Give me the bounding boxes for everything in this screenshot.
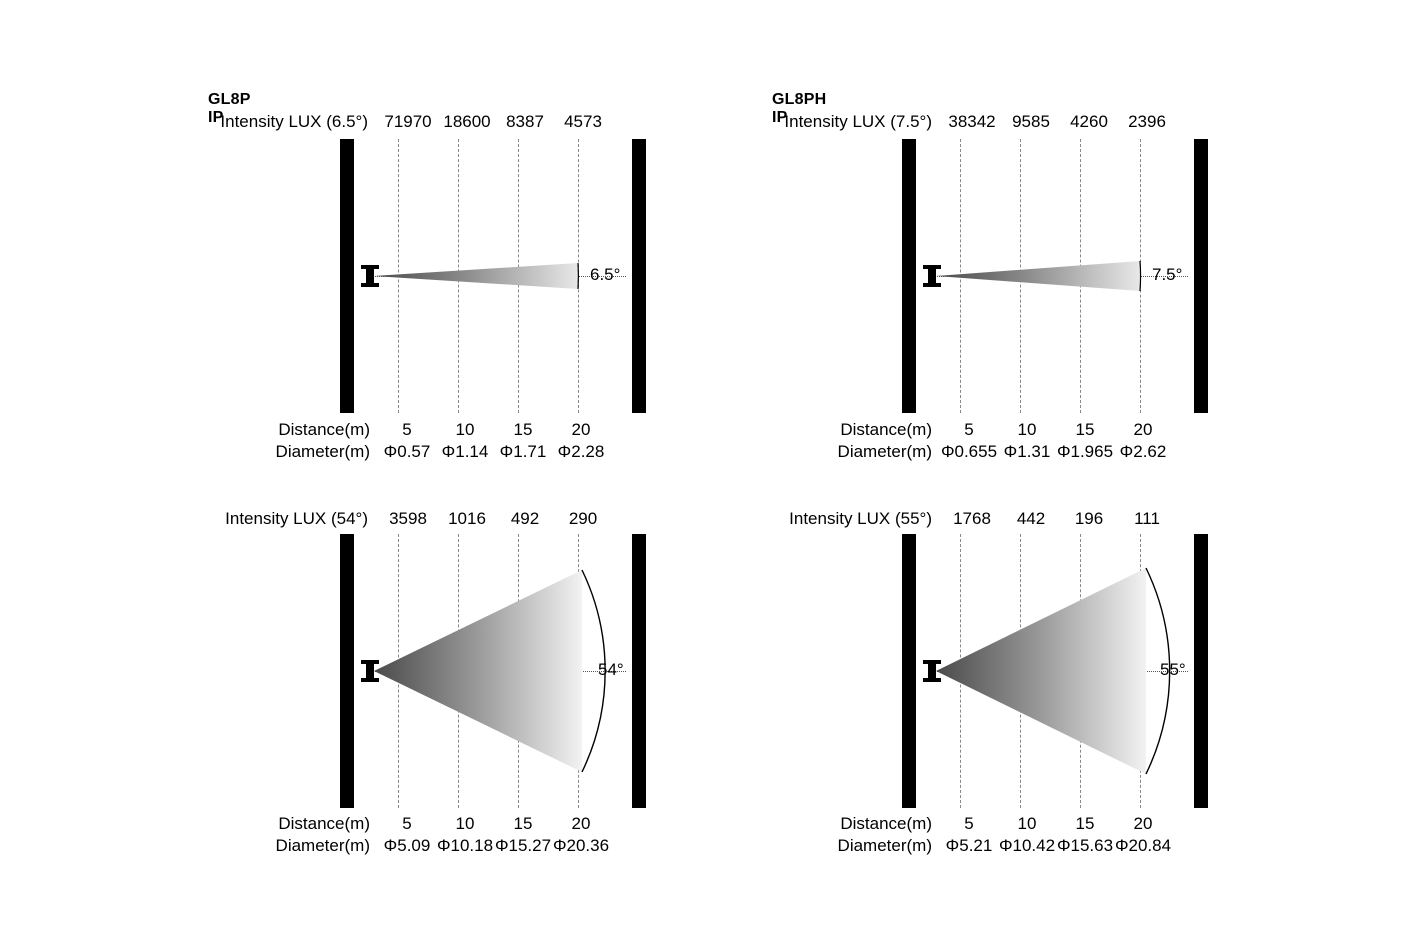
measure-table: [802, 814, 1172, 856]
distance-value: 20: [1133, 814, 1153, 833]
diameter-value: Φ20.84: [1114, 836, 1172, 855]
beam-angle-label: 6.5°: [590, 265, 621, 284]
lux-values: [942, 112, 1176, 132]
diameter-value: Φ1.965: [1056, 442, 1114, 461]
lux-value: 4260: [1070, 112, 1108, 131]
measure-table: [240, 420, 610, 462]
lux-value: 9585: [1012, 112, 1050, 131]
diameter-value: Φ10.18: [436, 836, 494, 855]
diameter-value: Φ5.21: [945, 836, 993, 855]
intensity-row: [772, 112, 1176, 132]
distance-value: 5: [964, 420, 974, 439]
lux-value: 111: [1134, 509, 1160, 528]
diameter-row: [240, 836, 610, 856]
intensity-label: Intensity LUX (55°): [789, 509, 932, 528]
diameter-cells: [378, 442, 610, 462]
distance-value: 5: [964, 814, 974, 833]
distance-row: [240, 814, 610, 834]
diameter-value: Φ2.28: [557, 442, 605, 461]
lux-value: 196: [1074, 509, 1104, 528]
diameter-value: Φ10.42: [998, 836, 1056, 855]
diameter-cells: [940, 442, 1172, 462]
intensity-row: [772, 509, 1176, 529]
lux-values: [378, 112, 612, 132]
diameter-row: [802, 442, 1172, 462]
diameter-value: Φ2.62: [1119, 442, 1167, 461]
lux-values: [942, 509, 1176, 529]
distance-value: 10: [1017, 814, 1037, 833]
diameter-value: Φ0.57: [383, 442, 431, 461]
distance-label: Distance(m): [278, 814, 370, 833]
model-title: GL8PH IP: [772, 91, 827, 126]
lux-value: 71970: [384, 112, 432, 131]
diameter-value: Φ20.36: [552, 836, 610, 855]
beam-angle-label: 55°: [1160, 660, 1186, 679]
intensity-row: [208, 509, 612, 529]
diameter-cells: [378, 836, 610, 856]
distance-value: 15: [1075, 814, 1095, 833]
lux-value: 38342: [948, 112, 996, 131]
distance-value: 20: [571, 420, 591, 439]
distance-value: 10: [455, 420, 475, 439]
diameter-value: Φ5.09: [383, 836, 431, 855]
model-title: GL8P IP: [208, 91, 251, 126]
intensity-label: Intensity LUX (54°): [225, 509, 368, 528]
diameter-label: Diameter(m): [275, 836, 370, 855]
distance-label: Distance(m): [840, 814, 932, 833]
lux-value: 2396: [1128, 112, 1166, 131]
distance-value: 5: [402, 814, 412, 833]
intensity-label: Intensity LUX (7.5°): [784, 112, 932, 131]
distance-cells: [940, 420, 1172, 440]
distance-value: 15: [1075, 420, 1095, 439]
lux-value: 290: [568, 509, 598, 528]
distance-value: 20: [571, 814, 591, 833]
lux-value: 1768: [953, 509, 991, 528]
diameter-value: Φ1.14: [441, 442, 489, 461]
lux-value: 3598: [389, 509, 427, 528]
distance-row: [240, 420, 610, 440]
intensity-row: [208, 112, 612, 132]
diameter-row: [802, 836, 1172, 856]
diameter-cells: [940, 836, 1172, 856]
distance-cells: [378, 420, 610, 440]
diameter-value: Φ0.655: [940, 442, 998, 461]
lux-value: 4573: [564, 112, 602, 131]
beam-angle-label: 54°: [598, 660, 624, 679]
lux-value: 442: [1016, 509, 1046, 528]
lux-value: 18600: [443, 112, 491, 131]
measure-table: [802, 420, 1172, 462]
diameter-value: Φ15.63: [1056, 836, 1114, 855]
distance-label: Distance(m): [278, 420, 370, 439]
diameter-value: Φ1.71: [499, 442, 547, 461]
diameter-label: Diameter(m): [837, 836, 932, 855]
diameter-label: Diameter(m): [837, 442, 932, 461]
lux-value: 1016: [448, 509, 486, 528]
diameter-label: Diameter(m): [275, 442, 370, 461]
diameter-row: [240, 442, 610, 462]
lux-value: 8387: [506, 112, 544, 131]
distance-cells: [378, 814, 610, 834]
diameter-value: Φ1.31: [1003, 442, 1051, 461]
distance-cells: [940, 814, 1172, 834]
distance-label: Distance(m): [840, 420, 932, 439]
distance-row: [802, 420, 1172, 440]
lux-value: 492: [510, 509, 540, 528]
beam-diagram: [340, 139, 646, 413]
distance-value: 10: [455, 814, 475, 833]
intensity-label: Intensity LUX (6.5°): [220, 112, 368, 131]
distance-value: 15: [513, 420, 533, 439]
measure-table: [240, 814, 610, 856]
distance-value: 5: [402, 420, 412, 439]
distance-value: 20: [1133, 420, 1153, 439]
beam-diagram: [340, 534, 646, 808]
diameter-value: Φ15.27: [494, 836, 552, 855]
lux-values: [378, 509, 612, 529]
beam-diagram: [902, 139, 1208, 413]
beam-angle-label: 7.5°: [1152, 265, 1183, 284]
beam-diagram: [902, 534, 1208, 808]
distance-value: 10: [1017, 420, 1037, 439]
distance-value: 15: [513, 814, 533, 833]
distance-row: [802, 814, 1172, 834]
